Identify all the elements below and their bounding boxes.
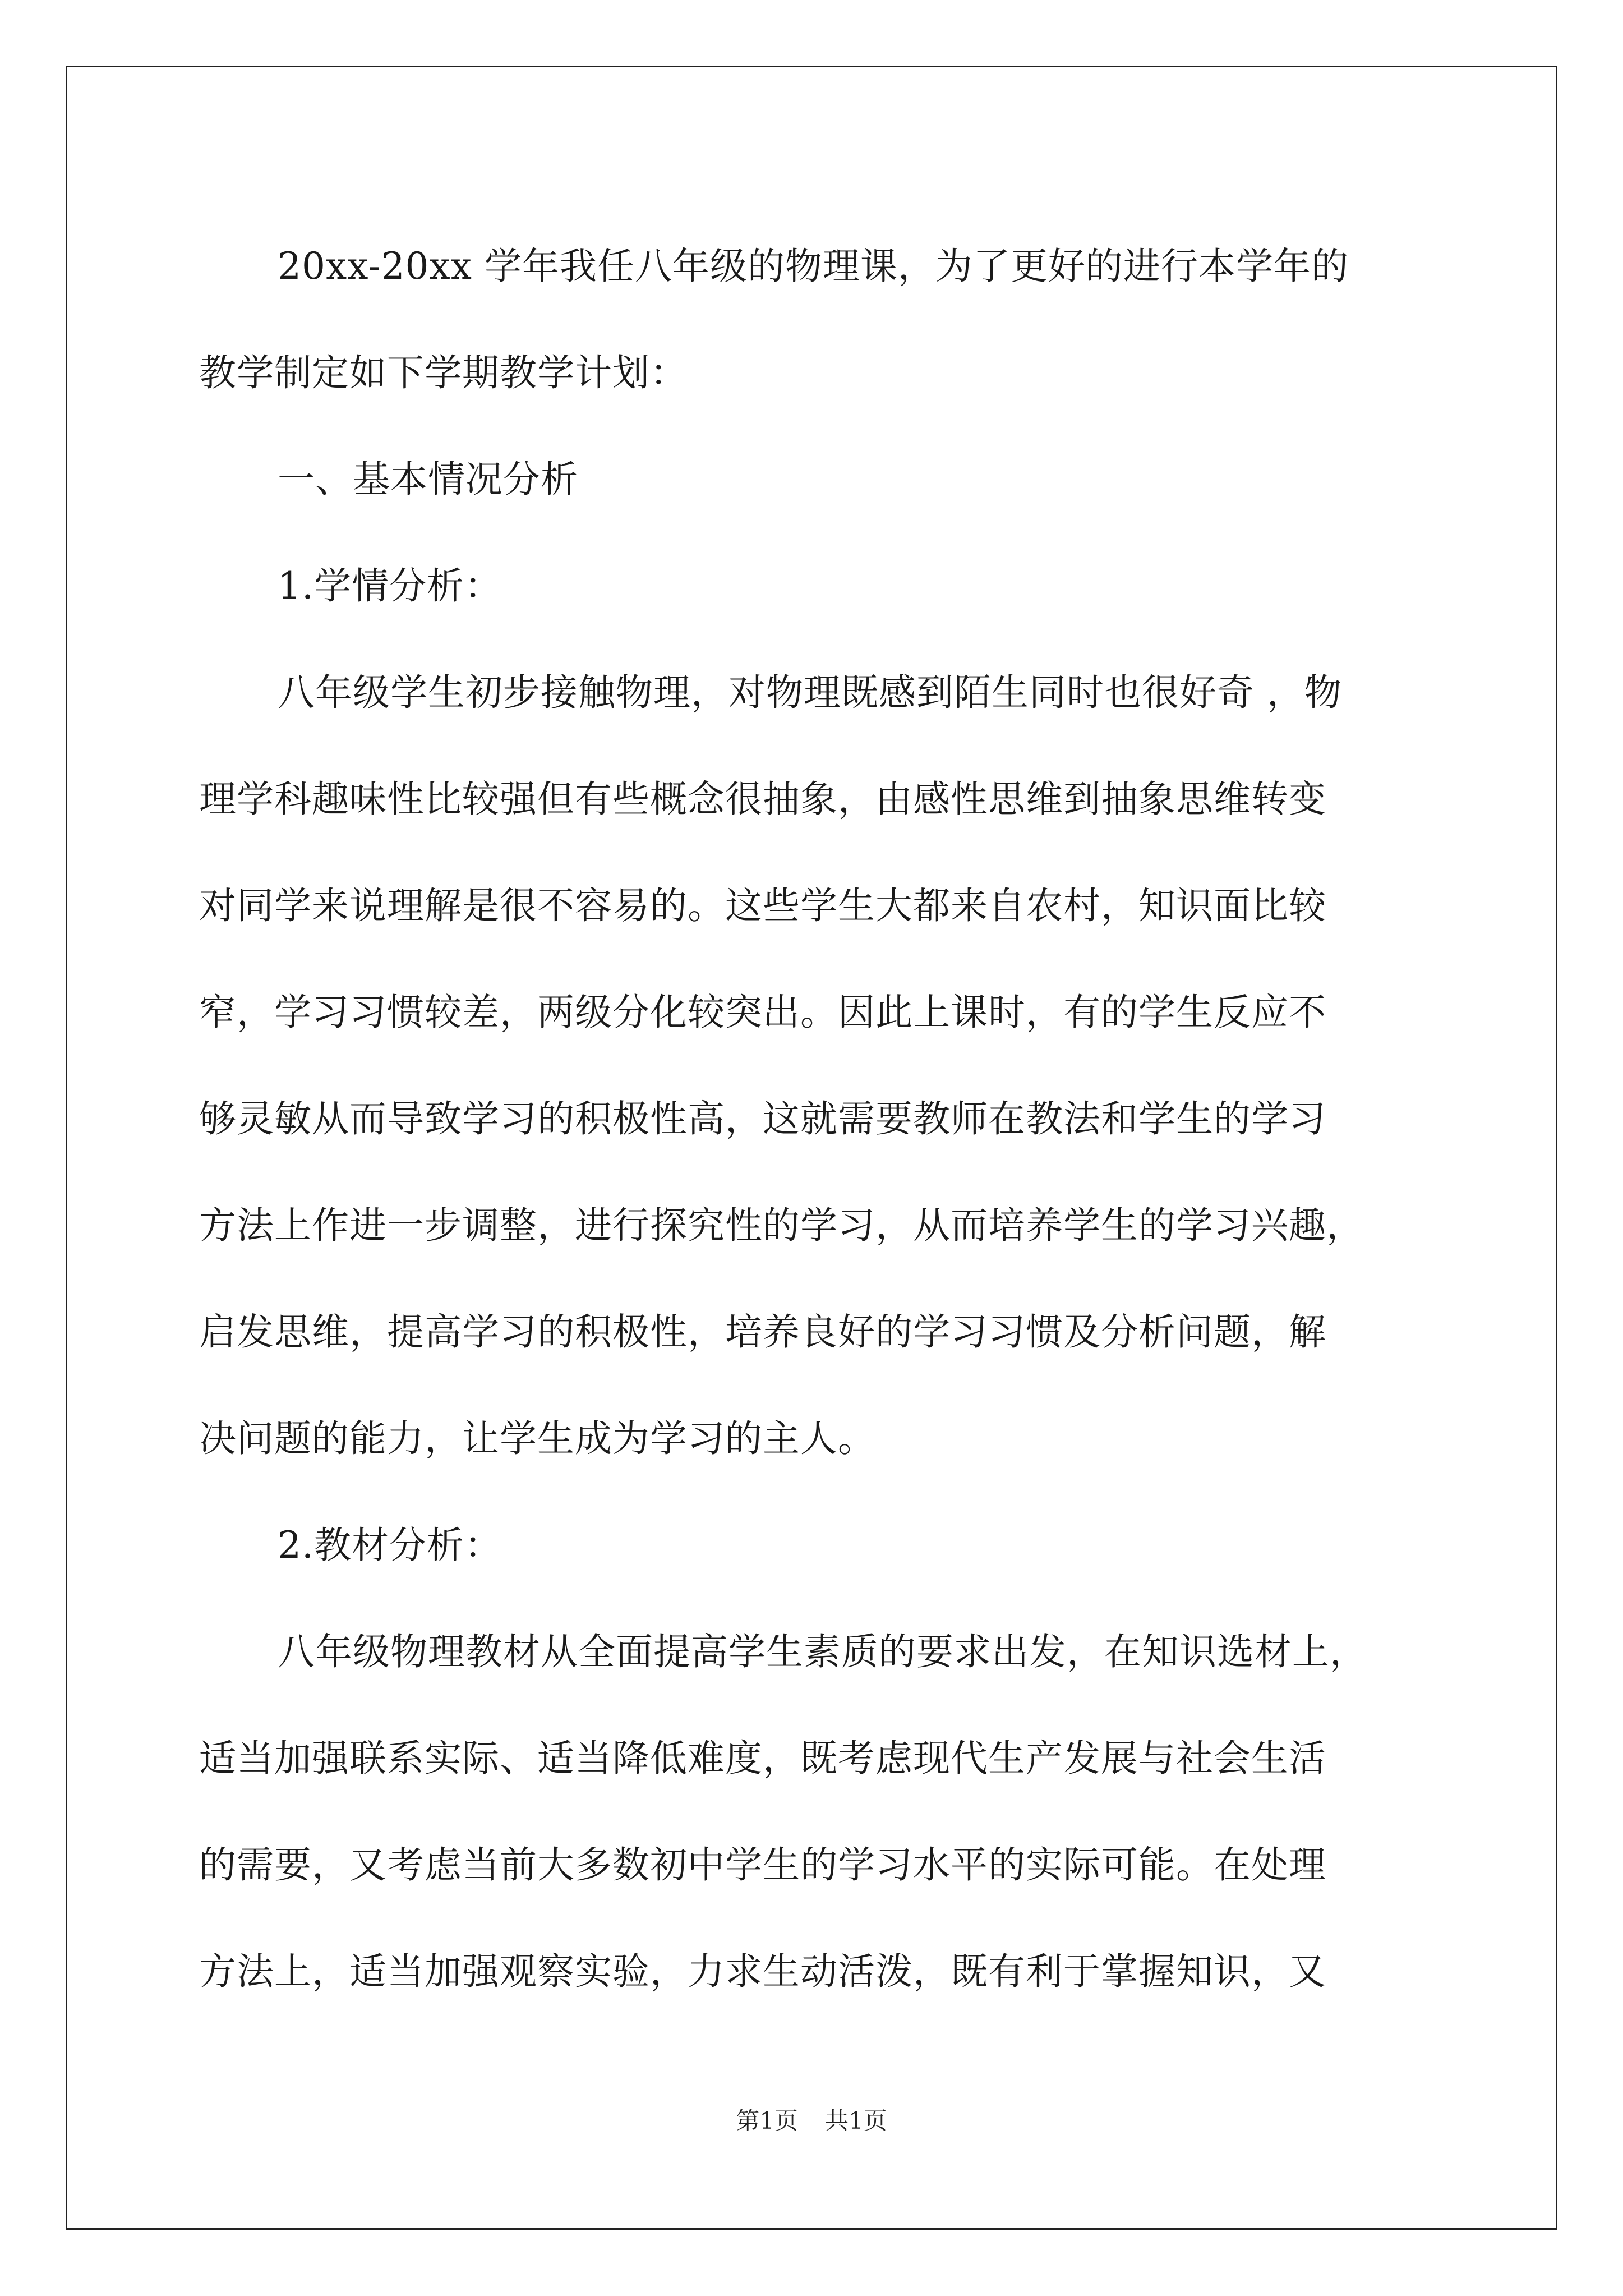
paragraph-line: 对同学来说理解是很不容易的。这些学生大都来自农村，知识面比较 bbox=[199, 884, 1326, 927]
paragraph-line: 够灵敏从而导致学习的积极性高，这就需要教师在教法和学生的学习 bbox=[199, 1097, 1326, 1140]
paragraph-line: 决问题的能力，让学生成为学习的主人。 bbox=[199, 1417, 875, 1460]
page-number-total: 共1页 bbox=[825, 2107, 887, 2134]
paragraph-line: 窄，学习习惯较差，两级分化较突出。因此上课时，有的学生反应不 bbox=[199, 991, 1326, 1034]
paragraph-line: 理学科趣味性比较强但有些概念很抽象，由感性思维到抽象思维转变 bbox=[199, 777, 1326, 821]
paragraph-line: 20xx-20xx 学年我任八年级的物理课，为了更好的进行本学年的 bbox=[278, 245, 1349, 288]
paragraph-line: 适当加强联系实际、适当降低难度，既考虑现代生产发展与社会生活 bbox=[199, 1737, 1326, 1780]
paragraph-line: 方法上作进一步调整，进行探究性的学习，从而培养学生的学习兴趣， bbox=[199, 1204, 1364, 1247]
document-body bbox=[199, 213, 1427, 2025]
paragraph-line: 方法上，适当加强观察实验，力求生动活泼，既有利于掌握知识，又 bbox=[199, 1950, 1326, 1993]
section-heading: 一、基本情况分析 bbox=[278, 458, 578, 501]
paragraph-line: 的需要，又考虑当前大多数初中学生的学习水平的实际可能。在处理 bbox=[199, 1843, 1326, 1887]
page-number-current: 第1页 bbox=[736, 2107, 798, 2134]
subsection-heading: 1.学情分析： bbox=[278, 564, 502, 608]
paragraph-line: 八年级学生初步接触物理，对物理既感到陌生同时也很好奇 ，物 bbox=[278, 671, 1342, 714]
subsection-heading: 2.教材分析： bbox=[278, 1524, 502, 1567]
paragraph-line: 八年级物理教材从全面提高学生素质的要求出发，在知识选材上， bbox=[278, 1630, 1367, 1673]
page-footer bbox=[0, 2102, 1623, 2136]
paragraph-line: 教学制定如下学期教学计划： bbox=[199, 351, 688, 394]
paragraph-line: 启发思维，提高学习的积极性，培养良好的学习习惯及分析问题，解 bbox=[199, 1310, 1326, 1354]
